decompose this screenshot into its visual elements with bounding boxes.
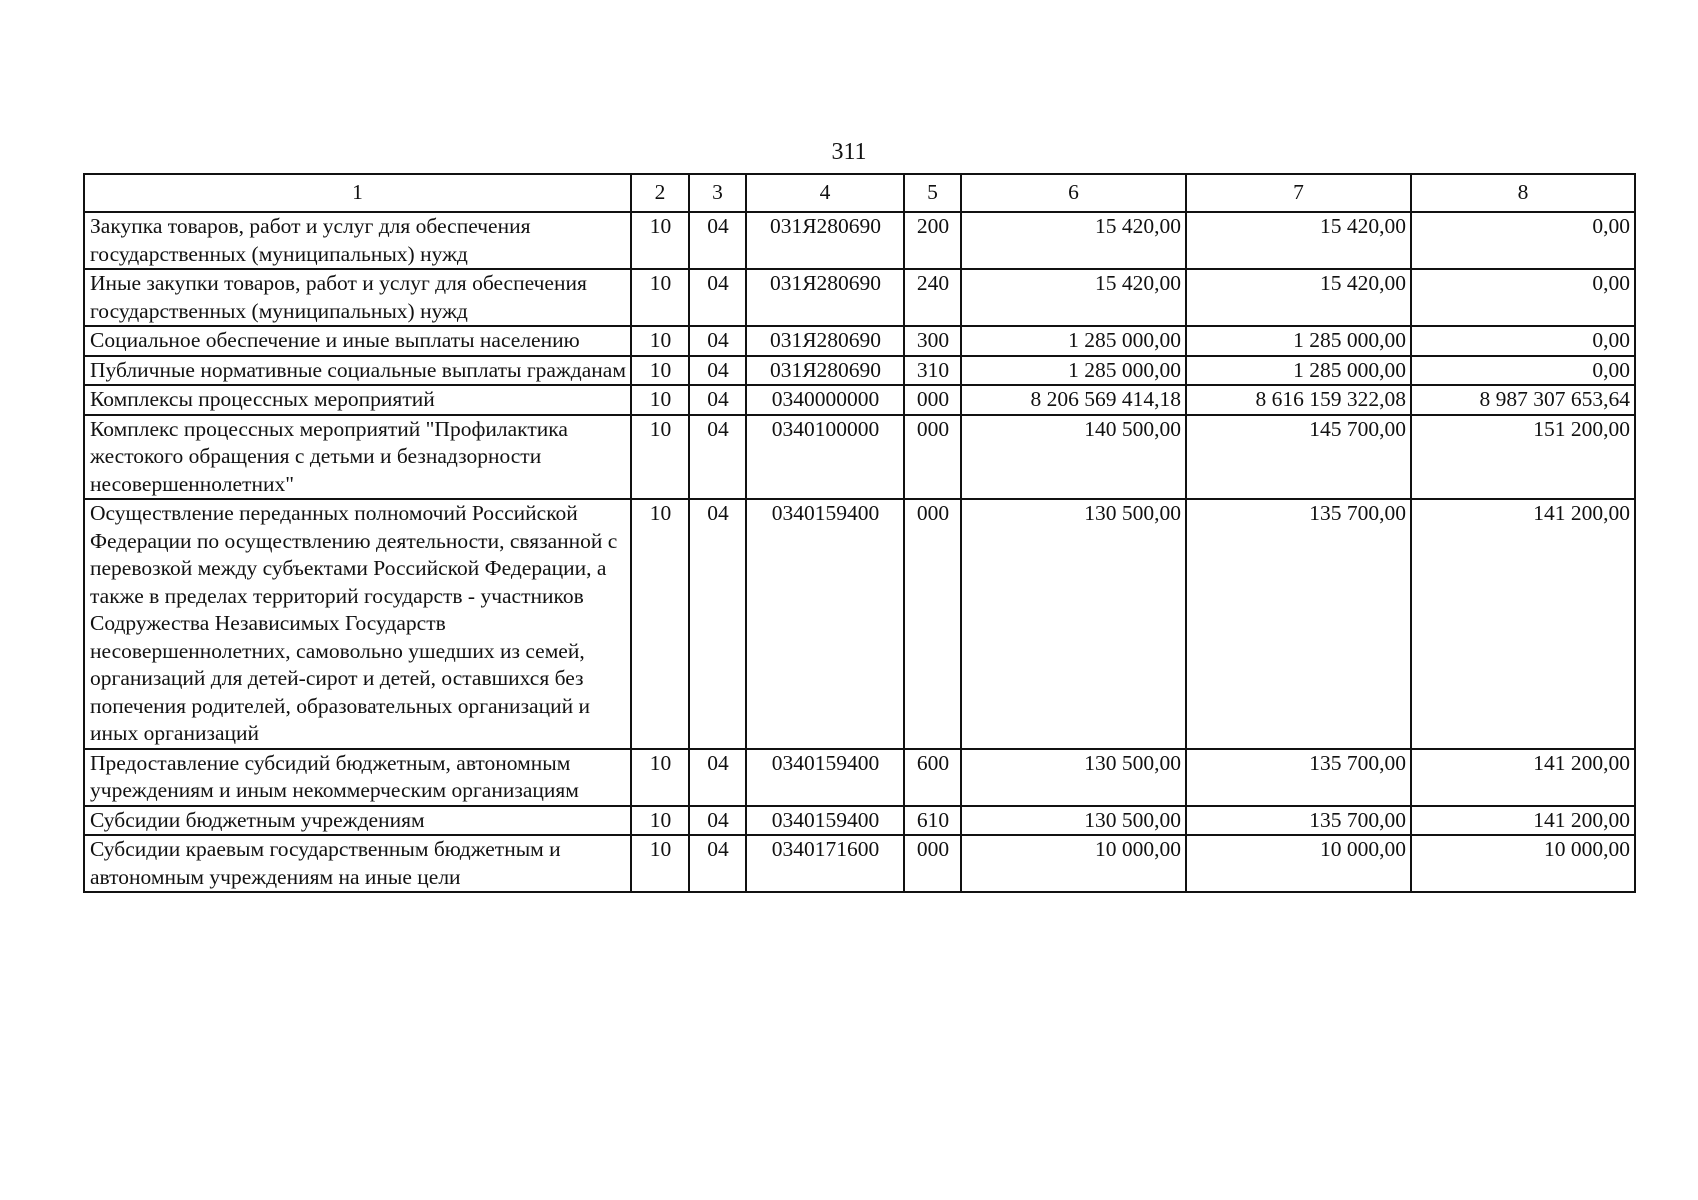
row-section: 10: [631, 749, 689, 806]
row-name: Публичные нормативные социальные выплаты гражданам: [84, 356, 631, 386]
row-subsection: 04: [689, 385, 746, 415]
row-target-code: 0340000000: [746, 385, 904, 415]
row-name: Комплексы процессных мероприятий: [84, 385, 631, 415]
row-amount-6: 10 000,00: [961, 835, 1186, 892]
column-header: 6: [961, 174, 1186, 212]
row-expense-type: 300: [904, 326, 961, 356]
row-name: Закупка товаров, работ и услуг для обеспечения государственных (муниципальных) нужд: [84, 212, 631, 269]
row-subsection: 04: [689, 326, 746, 356]
row-amount-8: 141 200,00: [1411, 806, 1635, 836]
row-target-code: 031Я280690: [746, 326, 904, 356]
row-target-code: 0340159400: [746, 749, 904, 806]
row-target-code: 031Я280690: [746, 269, 904, 326]
row-target-code: 0340159400: [746, 499, 904, 749]
row-target-code: 0340100000: [746, 415, 904, 500]
row-amount-6: 1 285 000,00: [961, 326, 1186, 356]
row-amount-6: 140 500,00: [961, 415, 1186, 500]
row-section: 10: [631, 326, 689, 356]
column-header: 5: [904, 174, 961, 212]
row-expense-type: 000: [904, 499, 961, 749]
column-header: 2: [631, 174, 689, 212]
row-amount-6: 130 500,00: [961, 806, 1186, 836]
row-name: Субсидии бюджетным учреждениям: [84, 806, 631, 836]
row-amount-7: 15 420,00: [1186, 212, 1411, 269]
row-section: 10: [631, 835, 689, 892]
row-subsection: 04: [689, 835, 746, 892]
row-section: 10: [631, 269, 689, 326]
row-amount-7: 135 700,00: [1186, 499, 1411, 749]
row-amount-6: 8 206 569 414,18: [961, 385, 1186, 415]
row-amount-8: 10 000,00: [1411, 835, 1635, 892]
table-row: [84, 806, 1635, 836]
row-subsection: 04: [689, 806, 746, 836]
table-row: [84, 356, 1635, 386]
row-amount-7: 1 285 000,00: [1186, 356, 1411, 386]
row-target-code: 0340171600: [746, 835, 904, 892]
table-row: [84, 269, 1635, 326]
column-header: 3: [689, 174, 746, 212]
row-section: 10: [631, 212, 689, 269]
row-subsection: 04: [689, 415, 746, 500]
row-expense-type: 200: [904, 212, 961, 269]
row-target-code: 0340159400: [746, 806, 904, 836]
row-amount-7: 135 700,00: [1186, 749, 1411, 806]
row-amount-6: 15 420,00: [961, 269, 1186, 326]
row-amount-7: 1 285 000,00: [1186, 326, 1411, 356]
column-header: 1: [84, 174, 631, 212]
row-amount-6: 130 500,00: [961, 749, 1186, 806]
row-target-code: 031Я280690: [746, 356, 904, 386]
page-number: 311: [831, 139, 867, 165]
row-section: 10: [631, 806, 689, 836]
row-target-code: 031Я280690: [746, 212, 904, 269]
column-header: 4: [746, 174, 904, 212]
row-section: 10: [631, 499, 689, 749]
row-amount-7: 15 420,00: [1186, 269, 1411, 326]
row-name: Иные закупки товаров, работ и услуг для обеспечения государственных (муниципальных) нужд: [84, 269, 631, 326]
row-expense-type: 610: [904, 806, 961, 836]
row-subsection: 04: [689, 749, 746, 806]
row-name: Субсидии краевым государственным бюджетным и автономным учреждениям на иные цели: [84, 835, 631, 892]
row-expense-type: 000: [904, 835, 961, 892]
row-subsection: 04: [689, 269, 746, 326]
row-section: 10: [631, 356, 689, 386]
row-amount-8: 0,00: [1411, 269, 1635, 326]
row-subsection: 04: [689, 212, 746, 269]
row-amount-7: 8 616 159 322,08: [1186, 385, 1411, 415]
table-row: [84, 415, 1635, 500]
table-row: [84, 385, 1635, 415]
row-name: Осуществление переданных полномочий Российской Федерации по осуществлению деятельности, связанной с перевозкой между субъектами Российской Федерации, а также в пределах территорий государств - участников Содружества Независимых Государств несовершеннолетних, самовольно ушедших из семей, организаций для детей-сирот и детей, оставшихся без попечения родителей, образовательных организаций и иных организаций: [84, 499, 631, 749]
table-row: [84, 212, 1635, 269]
budget-table: [83, 173, 1636, 893]
row-subsection: 04: [689, 499, 746, 749]
row-name: Социальное обеспечение и иные выплаты населению: [84, 326, 631, 356]
row-name: Комплекс процессных мероприятий "Профилактика жестокого обращения с детьми и безнадзорности несовершеннолетних": [84, 415, 631, 500]
table-row: [84, 749, 1635, 806]
row-amount-7: 145 700,00: [1186, 415, 1411, 500]
row-expense-type: 000: [904, 385, 961, 415]
row-amount-8: 0,00: [1411, 212, 1635, 269]
row-expense-type: 310: [904, 356, 961, 386]
row-amount-8: 0,00: [1411, 356, 1635, 386]
table-row: [84, 835, 1635, 892]
row-section: 10: [631, 385, 689, 415]
row-expense-type: 000: [904, 415, 961, 500]
row-expense-type: 600: [904, 749, 961, 806]
row-expense-type: 240: [904, 269, 961, 326]
column-header: 7: [1186, 174, 1411, 212]
row-name: Предоставление субсидий бюджетным, автономным учреждениям и иным некоммерческим организациям: [84, 749, 631, 806]
column-header: 8: [1411, 174, 1635, 212]
row-amount-8: 151 200,00: [1411, 415, 1635, 500]
row-amount-6: 130 500,00: [961, 499, 1186, 749]
row-amount-8: 8 987 307 653,64: [1411, 385, 1635, 415]
row-amount-7: 10 000,00: [1186, 835, 1411, 892]
row-section: 10: [631, 415, 689, 500]
row-amount-7: 135 700,00: [1186, 806, 1411, 836]
row-amount-8: 0,00: [1411, 326, 1635, 356]
header-row: [84, 174, 1635, 212]
row-amount-8: 141 200,00: [1411, 499, 1635, 749]
table-row: [84, 326, 1635, 356]
row-subsection: 04: [689, 356, 746, 386]
row-amount-6: 15 420,00: [961, 212, 1186, 269]
row-amount-6: 1 285 000,00: [961, 356, 1186, 386]
row-amount-8: 141 200,00: [1411, 749, 1635, 806]
table-row: [84, 499, 1635, 749]
